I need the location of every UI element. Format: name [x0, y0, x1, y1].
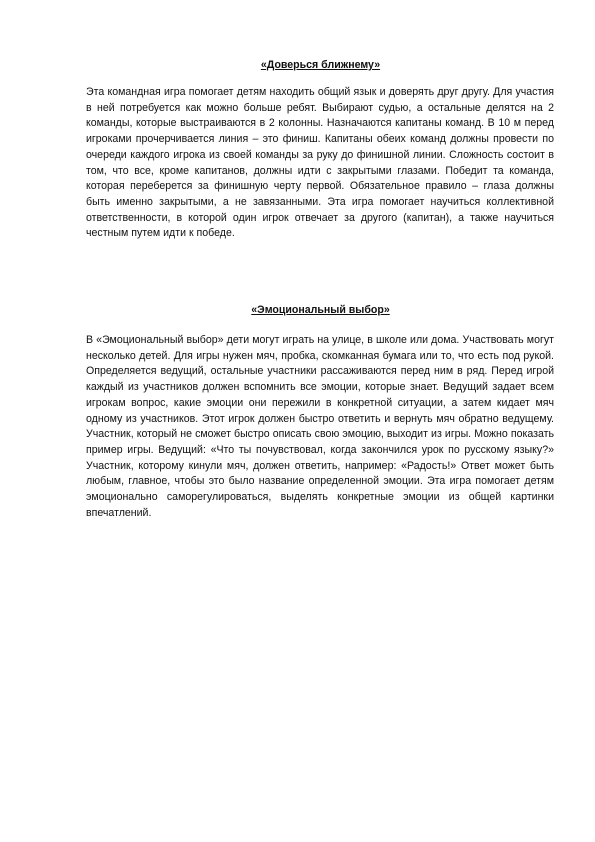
section-title-emotional-choice: «Эмоциональный выбор» — [251, 304, 390, 316]
section-body-emotional-choice: В «Эмоциональный выбор» дети могут играть на улице, в школе или дома. Участвовать могут несколько детей. Для игры нужен мяч, пробка, скомканная бумага или то, что есть под рукой. Определяется ведущий, остальные участники рассаживаются перед ним в ряд. Перед игрой каждый из участников должен вспомнить все эмоции, которые знает. Ведущий задает всем игрокам вопрос, какие эмоции они пережили в конкретной ситуации, а затем кидает мяч одному из участников. Этот игрок должен быстро ответить и вернуть мяч обратно ведущему. Участник, который не сможет быстро описать свою эмоцию, выходит из игры. Можно показать пример игры. Ведущий: «Что ты почувствовал, когда закончился урок по русскому языку?» Участник, которому кинули мяч, должен ответить, например: «Радость!» Ответ может быть любым, главное, чтобы это было название определенной эмоции. Эта игра помогает детям эмоционально саморегулироваться, выделять конкретные эмоции из общей картинки впечатлений. — [86, 334, 554, 519]
section-body-trust-game: Эта командная игра помогает детям находить общий язык и доверять друг другу. Для участия в ней потребуется как можно больше ребят. Выбирают судью, а остальные делятся на 2 команды, которые выстраиваются в 2 колонны. Назначаются капитаны команд. В 10 м перед игроками прочерчивается линия – это финиш. Капитаны обеих команд должны провести по очереди каждого игрока из своей команды за руку до финишной линии. Сложность состоит в том, что все, кроме капитанов, должны идти с закрытыми глазами. Победит та команда, которая переберется за финишную черту первой. Обязательное правило – глаза должны быть именно закрытыми, а не завязанными. Эта игра помогает научиться коллективной ответственности, в которой один игрок отвечает за другого (капитан), а также научиться честным путем идти к победе. — [86, 86, 554, 240]
section-title-trust-game: «Доверься ближнему» — [260, 59, 381, 71]
